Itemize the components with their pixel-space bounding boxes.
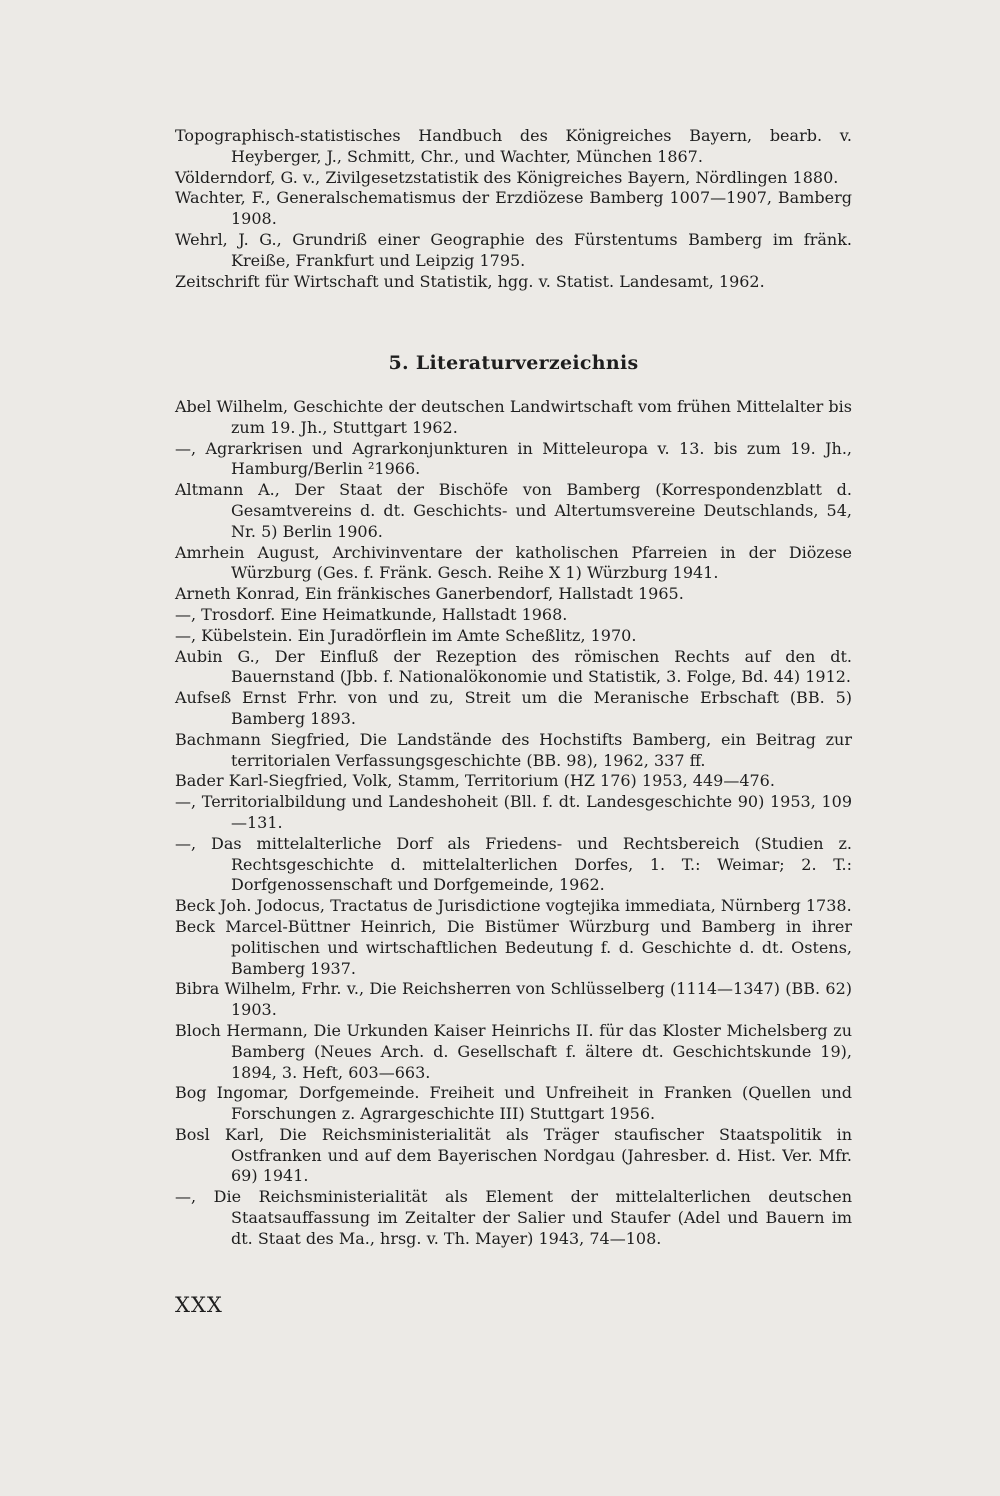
- bibliography-entry: —, Das mittelalterliche Dorf als Friedens- und Rechtsbereich (Studien z. Rechtsgeschichte d. mittelalterlichen Dorfes, 1. T.: Weimar; 2. T.: Dorfgenossenschaft und Dorfgemeinde, 1962.: [175, 833, 852, 895]
- source-entry: Wehrl, J. G., Grundriß einer Geographie des Fürstentums Bamberg im fränk. Kreiße, Frankfurt und Leipzig 1795.: [175, 229, 852, 270]
- source-entry: Topographisch-statistisches Handbuch des Königreiches Bayern, bearb. v. Heyberger, J., Schmitt, Chr., und Wachter, München 1867.: [175, 126, 852, 166]
- page-number: XXX: [175, 1293, 223, 1317]
- bibliography-entry: Aufseß Ernst Frhr. von und zu, Streit um die Meranische Erbschaft (BB. 5) Bamberg 1893.: [175, 688, 852, 728]
- bibliography-entry: Bosl Karl, Die Reichsministerialität als Träger staufischer Staatspolitik in Ostfranken und auf dem Bayerischen Nordgau (Jahresber. d. Hist. Ver. Mfr. 69) 1941.: [175, 1124, 852, 1186]
- bibliography-entry: Bloch Hermann, Die Urkunden Kaiser Heinrichs II. für das Kloster Michelsberg zu Bamberg (Neues Arch. d. Gesellschaft f. ältere dt. Geschichtskunde 19), 1894, 3. Heft, 603—663.: [175, 1020, 852, 1082]
- bibliography-entry: Bachmann Siegfried, Die Landstände des Hochstifts Bamberg, ein Beitrag zur territorialen Verfassungsgeschichte (BB. 98), 1962, 337 ff.: [175, 729, 852, 770]
- bibliography-entry: —, Kübelstein. Ein Juradörflein im Amte Scheßlitz, 1970.: [175, 625, 637, 645]
- bibliography-entry: Abel Wilhelm, Geschichte der deutschen Landwirtschaft vom frühen Mittelalter bis zum 19. Jh., Stuttgart 1962.: [175, 397, 852, 437]
- bibliography-entry: —, Trosdorf. Eine Heimatkunde, Hallstadt 1968.: [175, 604, 568, 624]
- bibliography-entry: Aubin G., Der Einfluß der Rezeption des römischen Rechts auf den dt. Bauernstand (Jbb. f. Nationalökonomie und Statistik, 3. Folge, Bd. 44) 1912.: [175, 646, 852, 687]
- bibliography-entry: —, Agrarkrisen und Agrarkonjunkturen in Mitteleuropa v. 13. bis zum 19. Jh., Hamburg/Berlin ²1966.: [175, 438, 852, 479]
- source-entry: Zeitschrift für Wirtschaft und Statistik, hgg. v. Statist. Landesamt, 1962.: [175, 271, 765, 291]
- bibliography-entry: Beck Marcel-Büttner Heinrich, Die Bistümer Würzburg und Bamberg in ihrer politischen und wirtschaftlichen Bedeutung f. d. Geschichte d. dt. Ostens, Bamberg 1937.: [175, 916, 852, 978]
- bibliography-entry: Bog Ingomar, Dorfgemeinde. Freiheit und Unfreiheit in Franken (Quellen und Forschungen z. Agrargeschichte III) Stuttgart 1956.: [175, 1083, 852, 1124]
- bibliography-entry: Amrhein August, Archivinventare der katholischen Pfarreien in der Diözese Würzburg (Ges. f. Fränk. Gesch. Reihe X 1) Würzburg 1941.: [175, 542, 852, 583]
- bibliography-entry: Arneth Konrad, Ein fränkisches Ganerbendorf, Hallstadt 1965.: [175, 584, 684, 604]
- bibliography-entry: —, Territorialbildung und Landeshoheit (Bll. f. dt. Landesgeschichte 90) 1953, 109—131.: [175, 792, 852, 832]
- bibliography-entry: Beck Joh. Jodocus, Tractatus de Jurisdictione vogtejika immediata, Nürnberg 1738.: [175, 896, 852, 916]
- literature-list: [175, 397, 852, 1250]
- section-heading: 5. Literaturverzeichnis: [388, 352, 639, 374]
- sources-list: [175, 126, 852, 292]
- source-entry: Völderndorf, G. v., Zivilgesetzstatistik des Königreiches Bayern, Nördlingen 1880.: [175, 167, 839, 187]
- bibliography-entry: Bader Karl-Siegfried, Volk, Stamm, Territorium (HZ 176) 1953, 449—476.: [175, 771, 775, 791]
- source-entry: Wachter, F., Generalschematismus der Erzdiözese Bamberg 1007—1907, Bamberg 1908.: [175, 188, 852, 229]
- bibliography-entry: —, Die Reichsministerialität als Element der mittelalterlichen deutschen Staatsauffassung im Zeitalter der Salier und Staufer (Adel und Bauern im dt. Staat des Ma., hrsg. v. Th. Mayer) 1943, 74—108.: [175, 1187, 852, 1248]
- bibliography-entry: Altmann A., Der Staat der Bischöfe von Bamberg (Korrespondenzblatt d. Gesamtvereins d. dt. Geschichts- und Altertumsvereine Deutschlands, 54, Nr. 5) Berlin 1906.: [175, 480, 852, 541]
- bibliography-entry: Bibra Wilhelm, Frhr. v., Die Reichsherren von Schlüsselberg (1114—1347) (BB. 62) 1903.: [175, 979, 852, 1020]
